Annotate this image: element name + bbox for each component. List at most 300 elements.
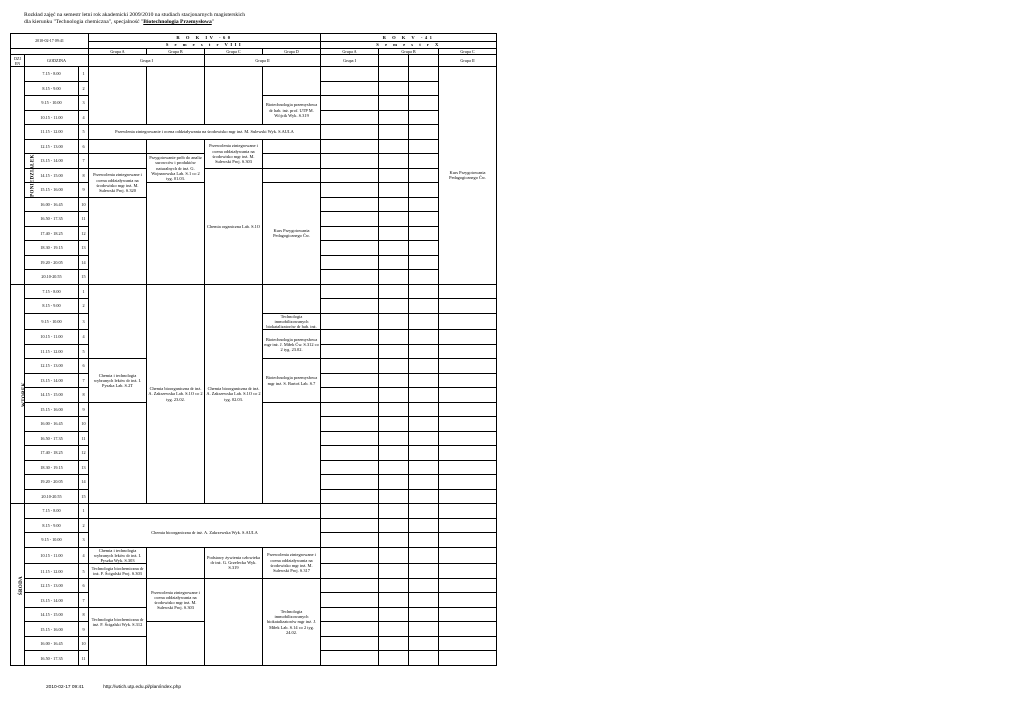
- time-slot: 11.15 - 12.00: [25, 125, 79, 140]
- empty-cell: [379, 55, 409, 67]
- empty-cell: [439, 504, 497, 519]
- time-slot: 7.15 - 8.00: [25, 284, 79, 299]
- group-a-heading: Grupa A: [89, 49, 147, 55]
- table-row: [11, 504, 497, 519]
- empty-cell: [409, 518, 439, 533]
- empty-cell: [439, 330, 497, 345]
- empty-cell: [409, 125, 439, 140]
- empty-cell: [439, 388, 497, 403]
- empty-cell: [379, 622, 409, 637]
- empty-cell: [439, 446, 497, 461]
- empty-cell: [89, 504, 321, 519]
- slot-number: 14: [79, 475, 89, 490]
- empty-cell: [409, 373, 439, 388]
- empty-cell: [379, 359, 409, 374]
- empty-cell: [409, 622, 439, 637]
- slot-number: 3: [79, 533, 89, 548]
- empty-cell: [379, 255, 409, 270]
- empty-cell: [321, 255, 379, 270]
- empty-cell: [321, 270, 379, 285]
- empty-cell: [205, 578, 263, 665]
- empty-cell: [379, 446, 409, 461]
- empty-cell: [439, 417, 497, 432]
- slot-number: 5: [79, 125, 89, 140]
- time-slot: 9.15 - 10.00: [25, 533, 79, 548]
- empty-cell: [379, 197, 409, 212]
- empty-cell: [439, 299, 497, 314]
- empty-cell: [321, 607, 379, 622]
- empty-cell: [409, 255, 439, 270]
- slot-number: 9: [79, 622, 89, 637]
- time-slot: 17.40 - 18.25: [25, 446, 79, 461]
- group-c-heading: Grupa C: [205, 49, 263, 55]
- empty-cell: [409, 593, 439, 608]
- slot-number: 6: [79, 359, 89, 374]
- empty-cell: [379, 402, 409, 417]
- empty-cell: [379, 125, 409, 140]
- empty-cell: [409, 96, 439, 111]
- page-title: [24, 12, 245, 26]
- empty-cell: [439, 636, 497, 651]
- group-d-heading: Grupa D: [263, 49, 321, 55]
- empty-cell: [379, 330, 409, 345]
- empty-cell: [379, 270, 409, 285]
- empty-cell: [439, 373, 497, 388]
- empty-cell: [321, 518, 379, 533]
- day-label-label: ŚRODA: [18, 575, 24, 595]
- time-slot: 17.40 - 18.25: [25, 226, 79, 241]
- slot-number: 5: [79, 564, 89, 579]
- time-slot: 16.00 - 16.45: [25, 417, 79, 432]
- timestamp-cell: 2010-02-17 09:41: [11, 34, 89, 49]
- year-5-heading: R O K V -41: [321, 34, 497, 42]
- time-slot: 18.30 - 19.15: [25, 460, 79, 475]
- empty-cell: [409, 489, 439, 504]
- empty-cell: [147, 622, 205, 666]
- time-slot: 13.15 - 14.00: [25, 373, 79, 388]
- empty-cell: [379, 518, 409, 533]
- class-entry: Przewolenia zintegrowane i ocena oddziaływania na środowisko mgr inż. M. Sulewski Proj. S.320: [89, 168, 147, 197]
- empty-cell: [379, 564, 409, 579]
- empty-cell: [409, 183, 439, 198]
- group-i-heading: Grupa I: [321, 55, 379, 67]
- time-slot: 11.15 - 12.00: [25, 344, 79, 359]
- time-slot: 15.15 - 16.00: [25, 183, 79, 198]
- empty-cell: [379, 607, 409, 622]
- empty-cell: [409, 270, 439, 285]
- empty-cell: [379, 168, 409, 183]
- group-ii-heading: Grupa II: [205, 55, 321, 67]
- empty-cell: [409, 81, 439, 96]
- empty-cell: [379, 475, 409, 490]
- empty-cell: [89, 402, 147, 504]
- slot-number: 2: [79, 299, 89, 314]
- empty-cell: [409, 313, 439, 330]
- class-entry: Przewolenia zintegrowane i ocena oddziaływania na środowisko mgr inż. M. Sulewski Proj. S.303: [147, 578, 205, 622]
- empty-cell: [379, 81, 409, 96]
- empty-cell: [439, 344, 497, 359]
- empty-cell: [379, 183, 409, 198]
- empty-cell: [321, 446, 379, 461]
- page-footer: [46, 685, 199, 690]
- empty-cell: [409, 241, 439, 256]
- empty-cell: [321, 154, 379, 169]
- slot-number: 11: [79, 212, 89, 227]
- empty-cell: [205, 67, 263, 125]
- empty-cell: [439, 518, 497, 533]
- empty-cell: [321, 373, 379, 388]
- day-heading: DZI EN: [11, 55, 25, 67]
- slot-number: 14: [79, 255, 89, 270]
- class-entry: Chemia organiczna Lab. S.1O: [205, 168, 263, 284]
- footer-url: http://wtich.utp.edu.pl/plan/index.php: [103, 685, 182, 690]
- empty-cell: [89, 154, 147, 169]
- class-entry: Podstawy żywienia człowieka dr inż. G. Grzeleckа Wyk. S.319: [205, 547, 263, 578]
- empty-cell: [89, 284, 147, 359]
- empty-cell: [379, 388, 409, 403]
- slot-number: 3: [79, 313, 89, 330]
- schedule-table: [10, 33, 497, 666]
- class-entry: Technologia biochemiczna dr inż. F. Ścigalski Proj. S.303: [89, 564, 147, 579]
- empty-cell: [321, 417, 379, 432]
- day-label: [11, 504, 25, 666]
- empty-cell: [321, 651, 379, 666]
- empty-cell: [379, 578, 409, 593]
- empty-cell: [321, 197, 379, 212]
- empty-cell: [379, 284, 409, 299]
- time-slot: 14.15 - 15.00: [25, 607, 79, 622]
- empty-cell: [439, 607, 497, 622]
- class-entry: Biotechnologia przemysłowa dr hab. inż. prof. UTP M. Wójcik Wyk. S.319: [263, 96, 321, 125]
- slot-number: 9: [79, 402, 89, 417]
- empty-cell: [409, 284, 439, 299]
- empty-cell: [321, 226, 379, 241]
- day-label: [11, 67, 36, 285]
- empty-cell: [321, 183, 379, 198]
- semester-10-heading: S e m e s t r X: [321, 42, 497, 49]
- empty-cell: [321, 81, 379, 96]
- empty-cell: [409, 417, 439, 432]
- group-a-heading: Grupa A: [321, 49, 379, 55]
- empty-cell: [321, 110, 379, 125]
- time-slot: 14.15 - 15.00: [25, 168, 79, 183]
- empty-cell: [439, 284, 497, 299]
- time-slot: 15.15 - 16.00: [25, 622, 79, 637]
- slot-number: 12: [79, 446, 89, 461]
- empty-cell: [379, 154, 409, 169]
- time-slot: 16.00 - 16.45: [25, 636, 79, 651]
- empty-cell: [439, 489, 497, 504]
- empty-cell: [147, 547, 205, 578]
- time-slot: 10.15 - 11.00: [25, 330, 79, 345]
- empty-cell: [379, 533, 409, 548]
- empty-cell: [321, 212, 379, 227]
- empty-cell: [321, 402, 379, 417]
- empty-cell: [321, 504, 379, 519]
- slot-number: 6: [79, 578, 89, 593]
- time-slot: 16.50 - 17.35: [25, 651, 79, 666]
- empty-cell: [321, 241, 379, 256]
- empty-cell: [409, 168, 439, 183]
- empty-cell: [321, 564, 379, 579]
- group-b-heading: Grupa B: [379, 49, 439, 55]
- empty-cell: [409, 607, 439, 622]
- title-line-1: Rozkład zajęć na semestr letni rok akademicki 2009/2010 na studiach stacjonarnych magisterskich: [24, 12, 246, 18]
- empty-cell: [321, 547, 379, 564]
- time-slot: 16.00 - 16.45: [25, 197, 79, 212]
- time-slot: 8.15 - 9.00: [25, 81, 79, 96]
- slot-number: 6: [79, 139, 89, 154]
- empty-cell: [379, 504, 409, 519]
- time-slot: 12.15 - 13.00: [25, 359, 79, 374]
- empty-cell: [409, 402, 439, 417]
- class-entry: Przewlenia zintegrowanie i ocena oddziaływania na środowisko mgr inż. M. Sulewski Wyk. S.AULA: [89, 125, 321, 140]
- empty-cell: [379, 373, 409, 388]
- table-row: [11, 67, 497, 82]
- table-row: [11, 34, 497, 42]
- table-row: [11, 547, 497, 564]
- empty-cell: [409, 226, 439, 241]
- hour-heading: GODZINA: [25, 55, 89, 67]
- class-entry: Chemia bioorganiczna dr inż. A. Zakrzewska Lab. S.1O co 2 tyg. 02.03.: [205, 284, 263, 504]
- empty-cell: [147, 139, 205, 154]
- slot-number: 8: [79, 388, 89, 403]
- empty-cell: [439, 593, 497, 608]
- time-slot: 8.15 - 9.00: [25, 518, 79, 533]
- class-entry: Biotechnologia przemysłowa mgr inż. J. Miłek Ćw. S.312 co 2 tyg. 23.02.: [263, 330, 321, 359]
- slot-number: 8: [79, 607, 89, 622]
- time-slot: 12.15 - 13.00: [25, 139, 79, 154]
- slot-number: 4: [79, 110, 89, 125]
- slot-number: 8: [79, 168, 89, 183]
- slot-number: 1: [79, 67, 89, 82]
- empty-cell: [379, 417, 409, 432]
- empty-cell: [409, 636, 439, 651]
- empty-cell: [321, 578, 379, 593]
- empty-cell: [409, 197, 439, 212]
- empty-cell: [409, 154, 439, 169]
- schedule-body: [11, 34, 497, 666]
- semester-8-heading: S e m e s t r VIII: [89, 42, 321, 49]
- empty-cell: [321, 330, 379, 345]
- time-slot: 10.15 - 11.00: [25, 547, 79, 564]
- empty-cell: [379, 212, 409, 227]
- empty-cell: [379, 547, 409, 564]
- slot-number: 4: [79, 547, 89, 564]
- empty-cell: [321, 344, 379, 359]
- slot-number: 10: [79, 417, 89, 432]
- time-slot: 10.15 - 11.00: [25, 110, 79, 125]
- empty-cell: [321, 622, 379, 637]
- group-b-heading: Grupa B: [147, 49, 205, 55]
- empty-cell: [409, 139, 439, 154]
- empty-cell: [147, 183, 205, 285]
- time-slot: 7.15 - 8.00: [25, 504, 79, 519]
- day-label-label: PONIEDZIAŁEK: [30, 154, 36, 198]
- empty-cell: [439, 651, 497, 666]
- empty-cell: [409, 299, 439, 314]
- table-row: [11, 168, 497, 183]
- empty-cell: [321, 96, 379, 111]
- empty-cell: [321, 460, 379, 475]
- slot-number: 7: [79, 154, 89, 169]
- empty-cell: [379, 241, 409, 256]
- slot-number: 12: [79, 226, 89, 241]
- day-label: [11, 284, 25, 504]
- empty-cell: [89, 197, 147, 284]
- empty-cell: [409, 330, 439, 345]
- table-row: [11, 284, 497, 299]
- empty-cell: [409, 547, 439, 564]
- time-slot: 19.20 - 20.05: [25, 475, 79, 490]
- empty-cell: [379, 593, 409, 608]
- time-slot: 14.15 - 15.00: [25, 388, 79, 403]
- time-slot: 20.10-20.55: [25, 489, 79, 504]
- group-i-heading: Grupa I: [89, 55, 205, 67]
- slot-number: 10: [79, 197, 89, 212]
- empty-cell: [439, 475, 497, 490]
- slot-number: 1: [79, 504, 89, 519]
- empty-cell: [439, 547, 497, 564]
- empty-cell: [439, 431, 497, 446]
- empty-cell: [379, 110, 409, 125]
- empty-cell: [263, 402, 321, 504]
- slot-number: 4: [79, 330, 89, 345]
- class-entry: Kurs Przygotowania Pedagogicznego Ćw.: [263, 183, 321, 285]
- slot-number: 15: [79, 270, 89, 285]
- empty-cell: [321, 431, 379, 446]
- empty-cell: [89, 636, 147, 665]
- empty-cell: [321, 168, 379, 183]
- empty-cell: [409, 651, 439, 666]
- empty-cell: [379, 460, 409, 475]
- slot-number: 11: [79, 651, 89, 666]
- time-slot: 9.15 - 10.00: [25, 96, 79, 111]
- empty-cell: [409, 446, 439, 461]
- empty-cell: [439, 564, 497, 579]
- empty-cell: [439, 622, 497, 637]
- slot-number: 13: [79, 460, 89, 475]
- empty-cell: [409, 533, 439, 548]
- empty-cell: [263, 139, 321, 154]
- empty-cell: [379, 344, 409, 359]
- empty-cell: [409, 460, 439, 475]
- class-entry: Chemia bioorganiczna dr inż. A. Zakrzewska Lab. S.1O co 2 tyg. 23.02.: [147, 284, 205, 504]
- empty-cell: [321, 313, 379, 330]
- title-line-2: dla kierunku "Technologia chemiczna", specjalność "Biotechnologia Przemysłowa": [24, 19, 215, 25]
- empty-cell: [379, 226, 409, 241]
- empty-cell: [263, 284, 321, 313]
- time-slot: 13.15 - 14.00: [25, 154, 79, 169]
- empty-cell: [379, 96, 409, 111]
- empty-cell: [379, 651, 409, 666]
- slot-number: 7: [79, 593, 89, 608]
- empty-cell: [263, 168, 321, 183]
- empty-cell: [379, 431, 409, 446]
- class-entry: Kurs Przygotowania Pedagogicznego Ćw.: [439, 67, 497, 285]
- class-entry: Przewolenia zintegrowane i ocena oddziaływania na środowisko mgr inż. M. Sulewski Proj. S.303: [205, 139, 263, 168]
- time-slot: 8.15 - 9.00: [25, 299, 79, 314]
- empty-cell: [321, 636, 379, 651]
- empty-cell: [439, 578, 497, 593]
- time-slot: 11.15 - 12.00: [25, 564, 79, 579]
- empty-cell: [409, 475, 439, 490]
- table-row: [11, 518, 497, 533]
- table-row: [11, 578, 497, 593]
- empty-cell: [409, 344, 439, 359]
- time-slot: 9.15 - 10.00: [25, 313, 79, 330]
- year-4-heading: R O K IV -60: [89, 34, 321, 42]
- slot-number: 10: [79, 636, 89, 651]
- group-ii-heading: Grupa II: [439, 55, 497, 67]
- time-slot: 16.50 - 17.35: [25, 431, 79, 446]
- empty-cell: [321, 67, 379, 82]
- empty-cell: [321, 299, 379, 314]
- empty-cell: [409, 431, 439, 446]
- class-entry: Chemia bioorganiczna dr inż. A. Zakrzewska Wyk. S.AULA: [89, 518, 321, 547]
- slot-number: 2: [79, 518, 89, 533]
- table-row: [11, 125, 497, 140]
- empty-cell: [263, 67, 321, 96]
- empty-cell: [321, 475, 379, 490]
- time-slot: 18.30 - 19.15: [25, 241, 79, 256]
- time-slot: 13.15 - 14.00: [25, 593, 79, 608]
- empty-cell: [439, 402, 497, 417]
- empty-cell: [409, 578, 439, 593]
- slot-number: 11: [79, 431, 89, 446]
- time-slot: 12.15 - 13.00: [25, 578, 79, 593]
- time-slot: 7.15 - 8.00: [25, 67, 79, 82]
- empty-cell: [379, 489, 409, 504]
- empty-cell: [439, 460, 497, 475]
- empty-cell: [89, 578, 147, 607]
- slot-number: 5: [79, 344, 89, 359]
- class-entry: Chemia i technologia wybranych leków dr inż. I. Pyszka Wyk. S.303: [89, 547, 147, 564]
- empty-cell: [409, 110, 439, 125]
- empty-cell: [321, 533, 379, 548]
- empty-cell: [379, 139, 409, 154]
- empty-cell: [439, 313, 497, 330]
- empty-cell: [379, 313, 409, 330]
- class-entry: Technologia biochemiczna dr inż. F. Ścigalski Wyk. S.312: [89, 607, 147, 636]
- empty-cell: [321, 388, 379, 403]
- class-entry: Przewolenia zintegrowane i ocena oddziaływania na środowisko mgr inż. M. Sulewski Proj. S.317: [263, 547, 321, 578]
- empty-cell: [321, 593, 379, 608]
- empty-cell: [409, 388, 439, 403]
- class-entry: Przygotowanie prób do analiz surowców i produktów naturalnych dr inż. G. Wojnarowska Lab. S.1 co 2 tyg. 01.03.: [147, 154, 205, 183]
- empty-cell: [409, 564, 439, 579]
- empty-cell: [439, 533, 497, 548]
- empty-cell: [321, 284, 379, 299]
- empty-cell: [409, 359, 439, 374]
- empty-cell: [409, 55, 439, 67]
- empty-cell: [89, 67, 147, 125]
- empty-cell: [409, 212, 439, 227]
- empty-cell: [321, 125, 379, 140]
- slot-number: 9: [79, 183, 89, 198]
- time-slot: 15.15 - 16.00: [25, 402, 79, 417]
- specialty-name: Biotechnologia Przemysłowa: [143, 19, 212, 25]
- day-label-label: WTOREK: [21, 382, 27, 407]
- empty-cell: [409, 67, 439, 82]
- class-entry: Technologia immobilizowanych biokatalizatorów mgr inż. J. Miłek Lab. S.14 co 2 tyg. 24.02.: [263, 578, 321, 665]
- class-entry: Biotechnologia przemysłowa mgr inż. S. Bartoś Lab. S.7: [263, 359, 321, 403]
- empty-cell: [379, 299, 409, 314]
- empty-cell: [147, 67, 205, 125]
- empty-cell: [89, 139, 147, 154]
- class-entry: Chemia i technologia wybranych leków dr inż. I. Pyszka Lab. S.2T: [89, 359, 147, 403]
- empty-cell: [409, 504, 439, 519]
